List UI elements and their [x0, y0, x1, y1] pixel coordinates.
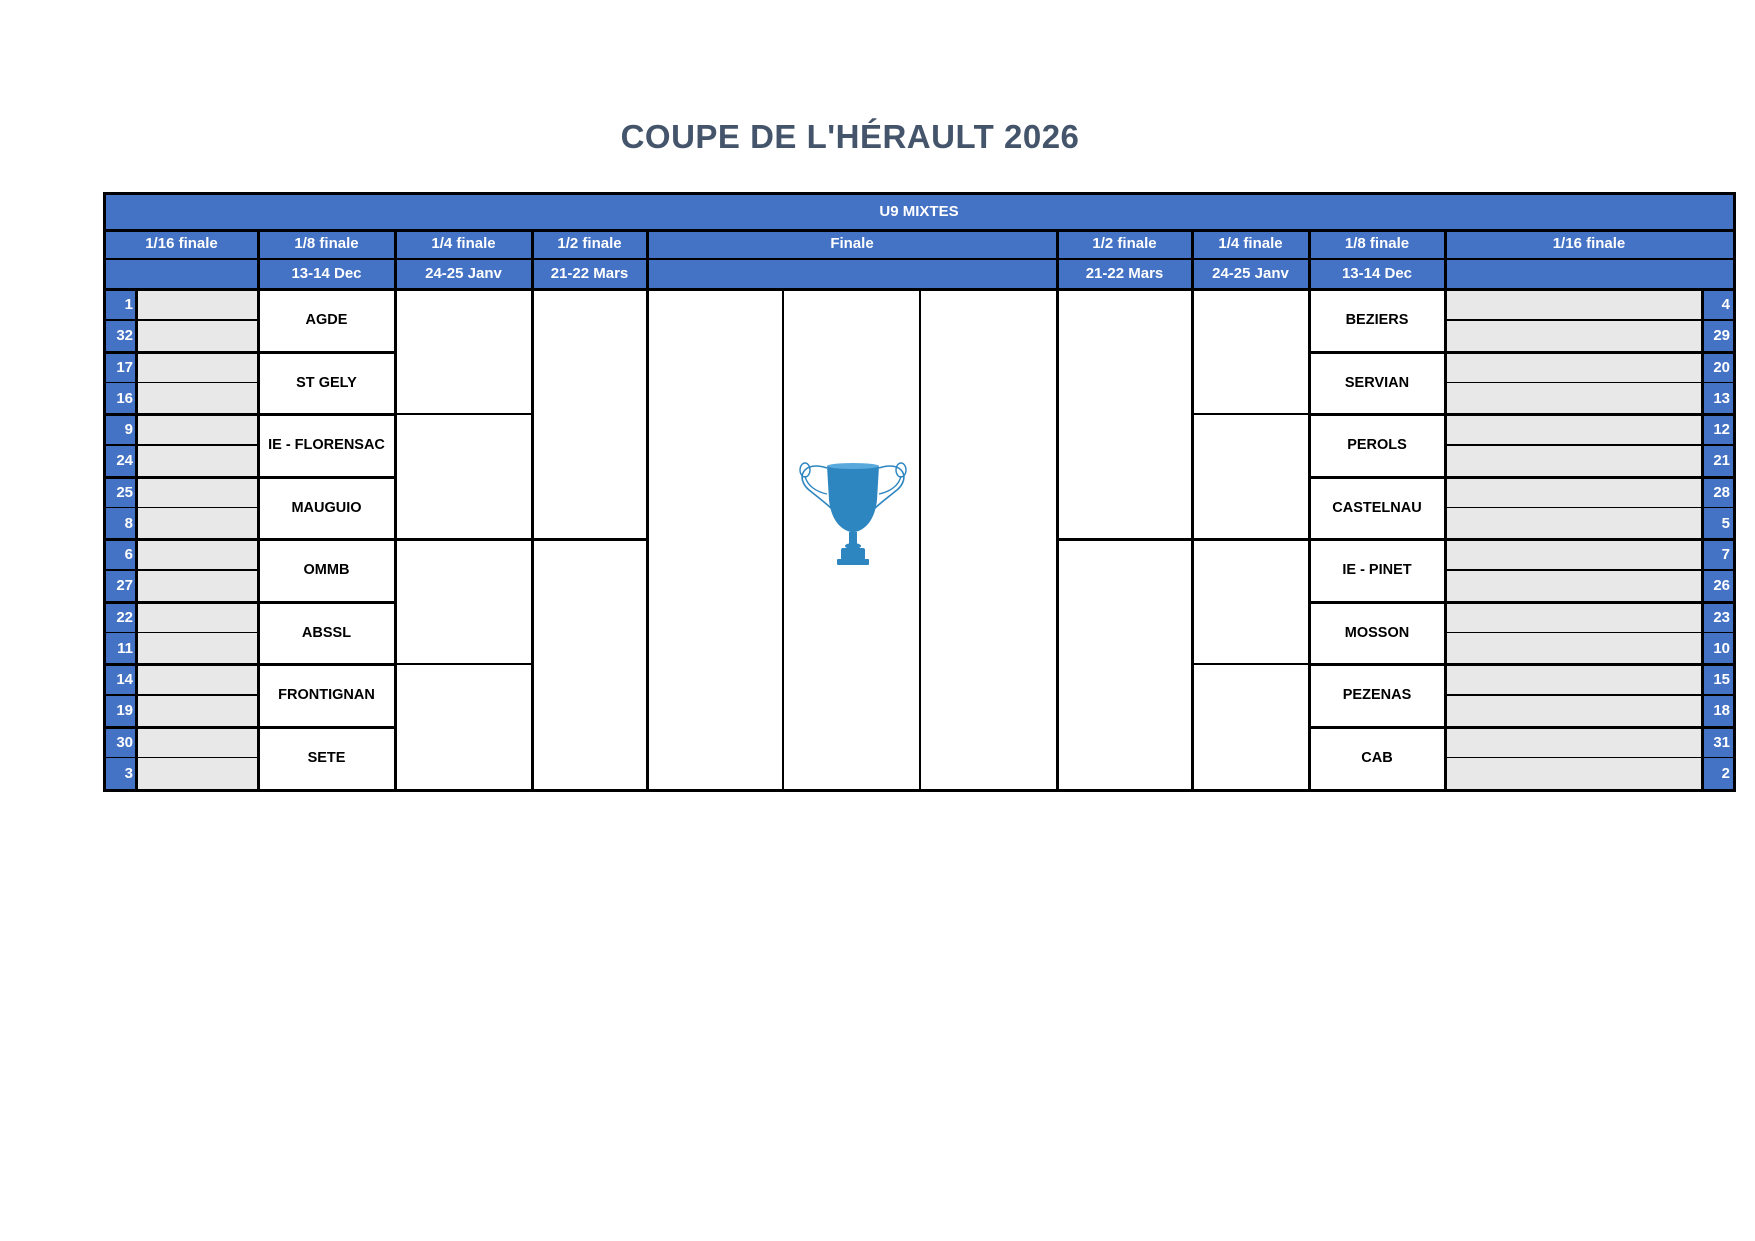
r16-slot-left	[136, 383, 258, 414]
grid-line	[1445, 757, 1733, 759]
date-r4-left: 24-25 Janv	[395, 258, 532, 289]
grid-line	[257, 229, 260, 289]
r16-slot-right	[1445, 508, 1702, 539]
seed-left: 32	[105, 320, 136, 351]
seed-left: 27	[105, 570, 136, 601]
grid-line	[105, 319, 258, 321]
grid-line	[258, 538, 395, 541]
team-right: MOSSON	[1309, 602, 1445, 665]
r16-slot-right	[1445, 602, 1702, 633]
category-header: U9 MIXTES	[105, 194, 1733, 229]
date-r2-right: 21-22 Mars	[1057, 258, 1192, 289]
grid-line	[1192, 538, 1309, 541]
date-final	[647, 258, 1057, 289]
date-r8-right: 13-14 Dec	[1309, 258, 1445, 289]
seed-right: 29	[1702, 320, 1733, 351]
r16-slot-left	[136, 758, 258, 789]
grid-line	[1445, 476, 1733, 479]
date-r2-left: 21-22 Mars	[532, 258, 647, 289]
grid-line	[1445, 726, 1733, 729]
r16-slot-right	[1445, 289, 1702, 320]
seed-right: 2	[1702, 758, 1733, 789]
seed-left: 25	[105, 477, 136, 508]
grid-line	[1445, 569, 1733, 571]
seed-left: 8	[105, 508, 136, 539]
grid-line	[395, 538, 532, 541]
date-r16-left	[105, 258, 258, 289]
seed-right: 10	[1702, 633, 1733, 664]
grid-line	[1445, 319, 1733, 321]
grid-line	[395, 413, 532, 415]
seed-left: 6	[105, 539, 136, 570]
date-r16-right	[1445, 258, 1733, 289]
grid-line	[1192, 413, 1309, 415]
seed-left: 11	[105, 633, 136, 664]
grid-line	[258, 476, 395, 479]
grid-line	[1309, 413, 1445, 416]
r16-slot-right	[1445, 727, 1702, 758]
seed-left: 3	[105, 758, 136, 789]
r16-slot-left	[136, 695, 258, 726]
r16-slot-left	[136, 320, 258, 351]
team-left: OMMB	[258, 539, 395, 602]
grid-line	[1309, 351, 1445, 354]
r16-slot-left	[136, 664, 258, 695]
seed-right: 26	[1702, 570, 1733, 601]
grid-line	[1309, 601, 1445, 604]
header-r4-left: 1/4 finale	[395, 229, 532, 258]
seed-left: 22	[105, 602, 136, 633]
header-r16-left: 1/16 finale	[105, 229, 258, 258]
r16-slot-right	[1445, 383, 1702, 414]
r16-slot-right	[1445, 758, 1702, 789]
grid-line	[105, 351, 258, 354]
r16-slot-right	[1445, 633, 1702, 664]
team-right: PEZENAS	[1309, 664, 1445, 727]
r16-slot-right	[1445, 445, 1702, 476]
grid-line	[105, 663, 258, 666]
r16-slot-left	[136, 539, 258, 570]
team-right: SERVIAN	[1309, 352, 1445, 415]
seed-left: 9	[105, 414, 136, 445]
team-right: BEZIERS	[1309, 289, 1445, 352]
team-left: SETE	[258, 727, 395, 790]
seed-right: 5	[1702, 508, 1733, 539]
r16-slot-left	[136, 633, 258, 664]
header-r16-right: 1/16 finale	[1445, 229, 1733, 258]
r16-slot-left	[136, 289, 258, 320]
r16-slot-right	[1445, 695, 1702, 726]
seed-right: 12	[1702, 414, 1733, 445]
page-title: COUPE DE L'HÉRAULT 2026	[620, 118, 1080, 155]
grid-line	[105, 413, 258, 416]
frame-top	[104, 192, 1735, 195]
grid-line	[646, 229, 649, 289]
grid-line	[1445, 351, 1733, 354]
team-right: CAB	[1309, 727, 1445, 790]
seed-right: 31	[1702, 727, 1733, 758]
grid-line	[1445, 538, 1733, 541]
grid-line	[258, 663, 395, 666]
grid-line	[1445, 632, 1733, 634]
seed-right: 15	[1702, 664, 1733, 695]
grid-line	[531, 229, 534, 289]
header-r4-right: 1/4 finale	[1192, 229, 1309, 258]
seed-right: 13	[1702, 383, 1733, 414]
grid-line	[532, 538, 647, 541]
r16-slot-right	[1445, 570, 1702, 601]
r16-slot-left	[136, 602, 258, 633]
grid-line	[1056, 229, 1059, 289]
trophy-icon	[793, 460, 913, 572]
r16-slot-right	[1445, 664, 1702, 695]
grid-line	[105, 382, 258, 384]
header-r2-right: 1/2 finale	[1057, 229, 1192, 258]
frame-bottom	[104, 789, 1735, 792]
seed-left: 1	[105, 289, 136, 320]
grid-line	[105, 538, 258, 541]
r16-slot-left	[136, 414, 258, 445]
r16-slot-left	[136, 508, 258, 539]
r16-slot-left	[136, 352, 258, 383]
grid-line	[1057, 538, 1192, 541]
grid-line	[1309, 663, 1445, 666]
team-left: AGDE	[258, 289, 395, 352]
grid-line	[105, 258, 1733, 260]
r16-slot-left	[136, 727, 258, 758]
team-right: IE - PINET	[1309, 539, 1445, 602]
grid-line	[1444, 229, 1447, 289]
grid-line	[782, 289, 784, 789]
grid-line	[258, 726, 395, 729]
grid-line	[1191, 229, 1194, 289]
grid-line	[1445, 663, 1733, 666]
grid-line	[105, 229, 1733, 232]
header-r2-left: 1/2 finale	[532, 229, 647, 258]
grid-line	[105, 757, 258, 759]
grid-line	[395, 663, 532, 665]
frame-right	[1733, 192, 1736, 792]
grid-line	[105, 476, 258, 479]
frame-left	[103, 192, 106, 792]
r16-slot-right	[1445, 477, 1702, 508]
seed-right: 23	[1702, 602, 1733, 633]
grid-line	[1309, 726, 1445, 729]
seed-left: 17	[105, 352, 136, 383]
team-left: IE - FLORENSAC	[258, 414, 395, 477]
seed-left: 14	[105, 664, 136, 695]
grid-line	[1445, 413, 1733, 416]
r16-slot-right	[1445, 352, 1702, 383]
header-final: Finale	[647, 229, 1057, 258]
grid-line	[1309, 538, 1445, 541]
seed-left: 30	[105, 727, 136, 758]
grid-line	[105, 444, 258, 446]
grid-line	[919, 289, 921, 789]
team-right: PEROLS	[1309, 414, 1445, 477]
date-r4-right: 24-25 Janv	[1192, 258, 1309, 289]
seed-right: 21	[1702, 445, 1733, 476]
grid-line	[105, 507, 258, 509]
grid-line	[1308, 229, 1311, 289]
seed-right: 20	[1702, 352, 1733, 383]
r16-slot-right	[1445, 320, 1702, 351]
team-left: FRONTIGNAN	[258, 664, 395, 727]
seed-left: 24	[105, 445, 136, 476]
grid-line	[105, 632, 258, 634]
team-right: CASTELNAU	[1309, 477, 1445, 540]
grid-line	[1309, 476, 1445, 479]
grid-line	[105, 569, 258, 571]
r16-slot-left	[136, 477, 258, 508]
grid-line	[1192, 663, 1309, 665]
grid-line	[1445, 694, 1733, 696]
grid-line	[258, 601, 395, 604]
seed-right: 28	[1702, 477, 1733, 508]
r16-slot-left	[136, 445, 258, 476]
grid-line	[258, 351, 395, 354]
date-r8-left: 13-14 Dec	[258, 258, 395, 289]
grid-line	[1445, 601, 1733, 604]
seed-right: 4	[1702, 289, 1733, 320]
grid-line	[1445, 444, 1733, 446]
grid-line	[258, 413, 395, 416]
seed-left: 16	[105, 383, 136, 414]
header-r8-right: 1/8 finale	[1309, 229, 1445, 258]
r16-slot-right	[1445, 414, 1702, 445]
grid-line	[105, 601, 258, 604]
header-r8-left: 1/8 finale	[258, 229, 395, 258]
seed-left: 19	[105, 695, 136, 726]
seed-right: 18	[1702, 695, 1733, 726]
seed-right: 7	[1702, 539, 1733, 570]
team-left: ST GELY	[258, 352, 395, 415]
grid-line	[1445, 382, 1733, 384]
r16-slot-left	[136, 570, 258, 601]
grid-line	[1445, 507, 1733, 509]
r16-slot-right	[1445, 539, 1702, 570]
team-left: MAUGUIO	[258, 477, 395, 540]
grid-line	[105, 694, 258, 696]
grid-line	[105, 726, 258, 729]
grid-line	[394, 229, 397, 289]
team-left: ABSSL	[258, 602, 395, 665]
